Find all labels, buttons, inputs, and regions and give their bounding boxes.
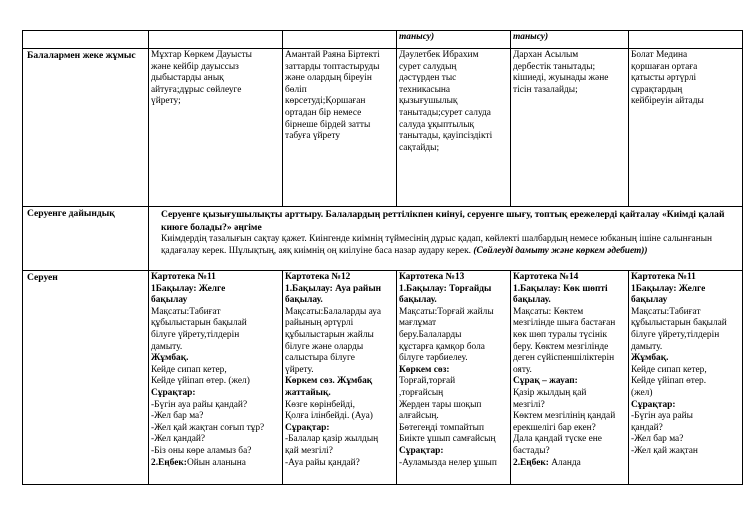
- cell-line: мезгілінде шыға бастаған: [513, 318, 616, 329]
- cell-line: қандай?: [631, 422, 663, 433]
- cell-line: Сұрақ – жауап:: [513, 376, 578, 387]
- cell-line: -Жел қай жақтан: [631, 445, 698, 456]
- cell-line: дамыту.: [151, 341, 183, 352]
- cell-line: Картотека №13: [399, 272, 465, 282]
- cell-line: 2.Еңбек:Ойын аланына: [151, 457, 246, 468]
- cell-line: -Бүгін ауа райы қандай?: [151, 399, 248, 410]
- cell-line: 1.Бақылау: Көк шөпті: [513, 283, 608, 294]
- cell-line: Кейде сипап кетер,: [631, 364, 707, 375]
- cell-line: Сұрақтар:: [285, 422, 330, 433]
- cell-line: көк шөп туралы түсінік: [513, 329, 608, 340]
- cell-line: 1.Бақылау: Торғайды: [399, 283, 492, 294]
- cell-line: дыбыстарды анық: [151, 73, 224, 84]
- cell-line: Бөтегеңді томпайтып: [399, 422, 484, 433]
- cell-line: айтуға;дұрыс сөйлеуге: [151, 84, 242, 95]
- cell-line: 1.Бақылау: Ауа райын: [285, 283, 382, 294]
- preparation-italic-text: (Сөйлеуді дамыту және көркем әдебиет)): [473, 245, 648, 256]
- cell-line: бақылау: [631, 295, 668, 306]
- cell-line: құбылыстарын жайлы: [285, 329, 374, 340]
- preparation-bold-text: Серуенге қызығушылықты арттыру. Балалардың реттілікпен киінуі, серуенге шығу, топтық ережелерді қайталау «Киімді қалай киюге болады?» әңгіме: [161, 209, 725, 233]
- cell-line: білуге үйрету,тілдерін: [151, 329, 240, 340]
- cell-line: Мақсаты: Көктем: [513, 306, 584, 317]
- cell-line: жаттайық.: [285, 387, 331, 398]
- walk-cell: [149, 271, 283, 485]
- cell-line: Амантай Раяна Біртекті: [285, 50, 380, 60]
- row-label: Серуенге дайындық: [23, 207, 149, 271]
- cell-line: Мақсаты:Табиғат: [151, 306, 221, 317]
- cell-line: -Жел қандай?: [151, 434, 206, 445]
- cell-line: Мақсаты:Торғай жайлы: [399, 306, 494, 317]
- cell-line: танытады, қауіпсіздікті: [399, 131, 493, 142]
- individual-cell: [283, 49, 397, 207]
- plan-table: [22, 30, 743, 485]
- cell-line: Сұрақтар:: [631, 399, 676, 410]
- walk-cell: [283, 271, 397, 485]
- cell-line: беру. Көктем мезгілінде: [513, 341, 609, 352]
- individual-cell: [397, 49, 511, 207]
- cell-line: ерекшелігі бар екен?: [513, 422, 596, 433]
- top-cell: танысу): [397, 31, 511, 49]
- cell-line: -Жел бар ма?: [631, 434, 684, 445]
- cell-line: -Ауламызда нелер ұшып: [399, 457, 497, 468]
- cell-line: Картотека №11: [631, 272, 696, 282]
- top-cell: танысу): [511, 31, 629, 49]
- cell-line: дербестік танытады;: [513, 61, 596, 72]
- cell-line: ортадан бір немесе: [285, 107, 362, 118]
- walk-cell: [397, 271, 511, 485]
- cell-line: үйрету;: [151, 96, 181, 107]
- cell-line: табуға үйрету: [285, 131, 341, 142]
- cell-line: бақылау: [151, 295, 188, 306]
- top-cell: [283, 31, 397, 49]
- cell-line: танытады;сурет салуда: [399, 107, 491, 118]
- cell-line: дәстүрден тыс: [399, 73, 457, 84]
- cell-line: бөліп: [285, 84, 307, 95]
- cell-line: және кейбір дауыссыз: [151, 61, 239, 72]
- cell-line: Қолға ілінбейді. (Ауа): [285, 411, 373, 422]
- cell-line: Торғай,торғай: [399, 376, 456, 387]
- top-cell: [149, 31, 283, 49]
- cell-line: Сұрақтар:: [399, 445, 444, 456]
- individual-cell: [629, 49, 743, 207]
- cell-line: Кейде үйіпап өтер.: [631, 376, 707, 387]
- cell-line: Мақсаты:Табиғат: [631, 306, 701, 317]
- individual-work-row: [23, 49, 743, 207]
- cell-line: Дәулетбек Ибрахим: [399, 50, 479, 60]
- cell-line: -Балалар қазір жылдың: [285, 434, 379, 445]
- top-row: [23, 31, 743, 49]
- cell-line: райының әртүрлі: [285, 318, 354, 329]
- walk-row: [23, 271, 743, 485]
- cell-line: Картотека №14: [513, 272, 579, 282]
- cell-line: Жұмбақ.: [151, 353, 189, 364]
- cell-line: мағлұмат: [399, 318, 437, 329]
- walk-cell: [511, 271, 629, 485]
- cell-line: құбылыстарын бақылай: [631, 318, 727, 329]
- cell-line: Биікте ұшып самғайсың: [399, 434, 496, 445]
- cell-line: Мақсаты:Балаларды ауа: [285, 306, 382, 317]
- cell-line: дамыту.: [631, 341, 663, 352]
- preparation-text: Киімдердің тазалығын сақтау қажет. Киінгенде киімнің түймесінің дұрыс қадап, көйлекті шалбардың немесе юбканың ішіне салынғанын қадағалау керек. Шұлықтың, аяқ киімнің оң киілуіне баса назар аудару керек.: [161, 234, 713, 256]
- cell-line: үйрету.: [285, 364, 314, 375]
- cell-line: Көктем мезгілінің қандай: [513, 411, 616, 422]
- cell-line: бақылау.: [285, 295, 323, 306]
- cell-line: сақтайды;: [399, 142, 440, 153]
- cell-line: салыстыра білуге: [285, 353, 355, 364]
- cell-line: көрсетуді;Қоршаған: [285, 96, 366, 107]
- cell-line: Көркем сөз:: [399, 364, 450, 375]
- cell-line: Жерден тары шоқып: [399, 399, 482, 410]
- cell-line: Дала қандай түске ене: [513, 434, 602, 445]
- cell-line: білуге және оларды: [285, 341, 364, 352]
- cell-line: ояту.: [513, 364, 532, 375]
- cell-line: -Бүгін ауа райы: [631, 411, 693, 422]
- cell-line: Көзге көрінбейді,: [285, 399, 355, 410]
- cell-line: Кейде үйіпап өтер. (жел): [151, 376, 250, 387]
- cell-line: тісін тазалайды;: [513, 84, 578, 95]
- cell-line: деген сүйіспеншіліктерін: [513, 353, 615, 364]
- walk-cell: [629, 271, 743, 485]
- cell-line: бірнеше бірдей затты: [285, 119, 371, 130]
- cell-line: алғайсың.: [399, 411, 439, 422]
- cell-line: мезгілі?: [513, 399, 545, 410]
- cell-line: Болат Медина: [631, 50, 688, 60]
- walk-preparation-row: [23, 207, 743, 271]
- cell-line: техникасына: [399, 84, 451, 95]
- preparation-cell: [149, 207, 743, 271]
- cell-line: қай мезгілі?: [285, 445, 333, 456]
- cell-line: ,торғайсың: [399, 387, 444, 398]
- cell-line: және олардың біреуін: [285, 73, 372, 84]
- top-cell: [629, 31, 743, 49]
- cell-line: 1Бақылау: Желге: [151, 283, 226, 294]
- cell-line: -Біз оны көре аламыз ба?: [151, 445, 252, 456]
- cell-line: Дархан Асылым: [513, 50, 579, 60]
- cell-line: беру.Балаларды: [399, 329, 462, 340]
- cell-line: Мұхтар Көркем Дауысты: [151, 50, 252, 60]
- cell-line: қоршаған ортаға: [631, 61, 698, 72]
- cell-line: білуге үйрету,тілдерін: [631, 329, 720, 340]
- cell-line: Кейде сипап кетер,: [151, 364, 227, 375]
- cell-line: сурет салудың: [399, 61, 457, 72]
- cell-line: Картотека №11: [151, 272, 216, 282]
- cell-line: сұрақтардың: [631, 84, 683, 95]
- cell-line: заттарды топтастыруды: [285, 61, 380, 72]
- cell-line: Картотека №12: [285, 272, 351, 282]
- cell-line: Көркем сөз. Жұмбақ: [285, 376, 373, 387]
- cell-line: бақылау.: [513, 295, 551, 306]
- cell-line: (жел): [631, 387, 653, 398]
- cell-line: құбылыстарын бақылай: [151, 318, 247, 329]
- individual-cell: [511, 49, 629, 207]
- cell-line: 2.Еңбек: Аланда: [513, 457, 581, 468]
- row-label: Серуен: [23, 271, 149, 485]
- cell-line: құстарға қамқор бола: [399, 341, 485, 352]
- cell-line: білуге тәрбиелеу.: [399, 353, 468, 364]
- cell-line: қызығушылық: [399, 96, 458, 107]
- cell-line: бастады?: [513, 445, 550, 456]
- cell-line: бақылау.: [399, 295, 437, 306]
- individual-cell: [149, 49, 283, 207]
- top-cell: [23, 31, 149, 49]
- cell-line: 1Бақылау: Желге: [631, 283, 706, 294]
- cell-line: -Жел қай жақтан соғып тұр?: [151, 422, 265, 433]
- cell-line: Қазір жылдың қай: [513, 387, 587, 398]
- cell-line: кішиеді, жуынады және: [513, 73, 609, 84]
- cell-line: -Ауа райы қандай?: [285, 457, 360, 468]
- row-label: Балалармен жеке жұмыс: [23, 49, 149, 207]
- cell-line: қатысты әртүрлі: [631, 73, 697, 84]
- cell-line: Жұмбақ.: [631, 353, 669, 364]
- cell-line: Сұрақтар:: [151, 387, 196, 398]
- cell-line: салуда ұқыптылық: [399, 119, 475, 130]
- cell-line: -Жел бар ма?: [151, 411, 204, 422]
- cell-line: кейбіреуін айтады: [631, 96, 704, 107]
